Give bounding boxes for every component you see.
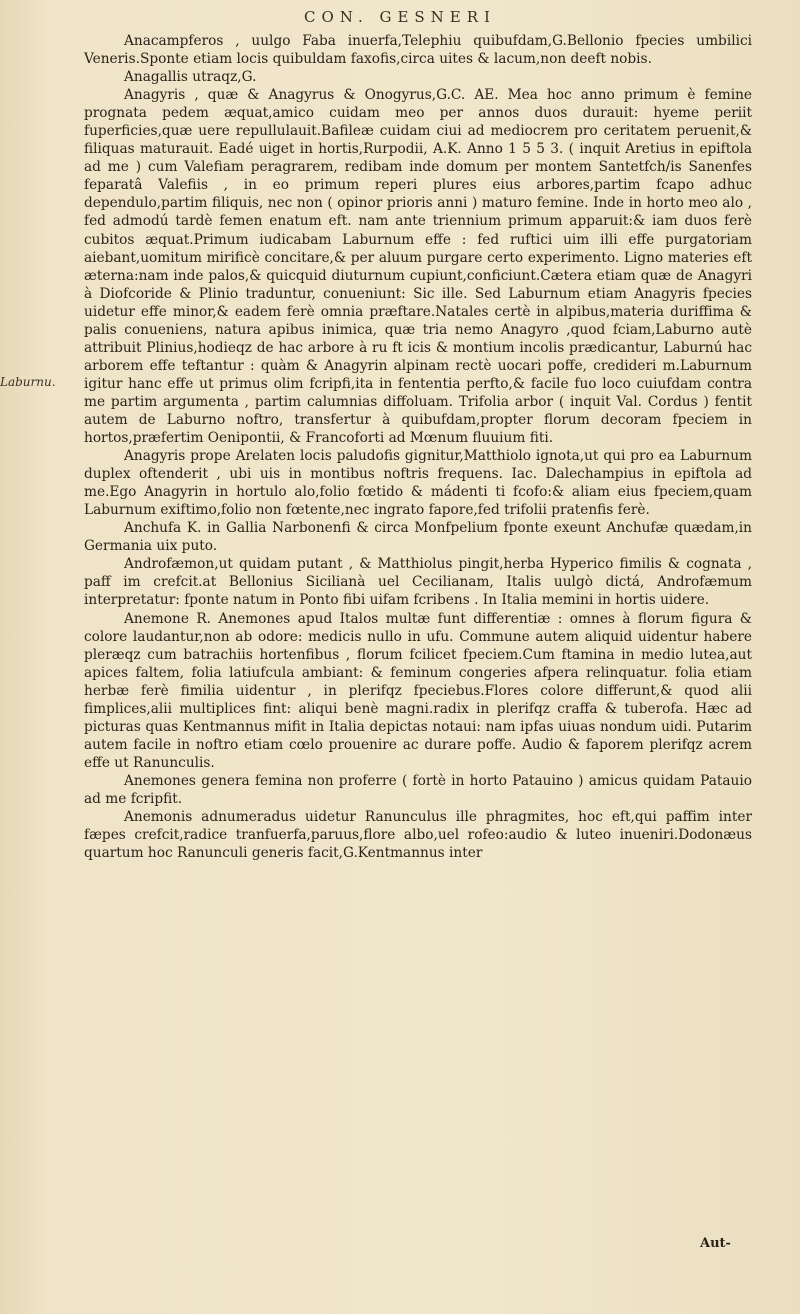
margin-note: Laburnu. [0, 375, 56, 389]
paragraph-anacampferos: Anacampferos , uulgo Faba inuerfa,Telephiu quibufdam,G.Bellonio fpecies umbilici Veneris.Sponte etiam locis quibuldam faxofis,circa uites & lacum,non deeft nobis. [84, 33, 752, 68]
paragraph-anchusa: Anchufa K. in Gallia Narbonenfi & circa Monfpelium fponte exeunt Anchufæ quædam,in Germania uix puto. [84, 520, 752, 555]
paragraph-anemones-genera: Anemones genera femina non proferre ( fortè in horto Patauino ) amicus quidam Patauio ad me fcripfit. [84, 772, 752, 807]
paragraph-anagyris: Anagyris , quæ & Anagyrus & Onogyrus,G.C. AE. Mea hoc anno primum è femine prognata pedem æquat,amico cuidam meo per annos duos durauit: hyeme periit fuperficies,quæ uere repullulauit.Bafileæ cuidam ciui ad mediocrem pro ceritatem peruenit,& filiquas maturauit. Eadé uiget in hortis,Rurpodii, A.K. Anno 1 5 5 3. ( inquit Aretius in epiftola ad me ) cum Valefiam peragrarem, redibam inde domum per montem Santetfch/is Sanenfes feparatâ Valefiis , in eo primum reperi plures eius arbores,partim fcapo adhuc dependulo,partim filiquis, nec non ( opinor prioris anni ) maturo femine. Inde in horto meo alo , fed admodú tardè femen enatum eft. nam ante triennium primum apparuit:& iam duos ferè cubitos æquat.Primum iudicabam Laburnum effe : fed ruftici uim illi effe purgatoriam aiebant,uomitum mirificè concitare,& per aluum purgare certo experimento. Ligno materies eft æterna:nam inde palos,& quicquid diuturnum cupiunt,conficiunt.Cætera etiam quæ de Anagyri à Diofcoride & Plinio traduntur, conueniunt: Sic ille. Sed Laburnum etiam Anagyris fpecies uidetur effe minor,& eadem ferè omnia præftare.Natales certè in alpibus,materia duriffima & palis conueniens, natura apibus inimica, quæ tria nemo Anagyro ,quod fciam,Laburno autè attribuit Plinius,hodieqz de hac arbore à ru ft icis & montium incolis prædicantur, Laburnú hac arborem effe teftantur : quàm & Anagyrin alpinam rectè uocari poffe, credideri m.Laburnum igitur hanc effe ut primus olim fcripfi,ita in fententia perfto,& facile fuo loco cuiufdam contra me partim argumenta , partim calumnias diffoluam. Trifolia arbor ( inquit Val. Cordus ) fentit autem de Laburno noftro, transfertur à quibufdam,propter florum decoram fpeciem in hortos,præfertim Oenipontii, & Francoforti ad Mœnum fluuium fiti. [84, 87, 752, 447]
paragraph-anemonis: Anemonis adnumeradus uidetur Ranunculus ille phragmites, hoc eft,qui paffim inter fæpes crefcit,radice tranfuerfa,paruus,flore albo,uel rofeo:audio & luteo inueniri.Dodonæus quartum hoc Ranunculi generis facit,G.Kentmannus inter [84, 809, 752, 862]
running-header: CON. GESNERI [304, 8, 496, 26]
paragraph-anemone: Anemone R. Anemones apud Italos multæ funt differentiæ : omnes à florum figura & colore laudantur,non ab odore: medicis nullo in ufu. Commune autem aliquid uidentur habere pleræqz cum batrachiis hortenfibus , florum fcilicet fpeciem.Cum ftamina in medio lutea,aut apices faltem, folia latiufcula ambiant: & feminum congeries afpera relinquatur. folia etiam herbæ ferè fimilia uidentur , in plerifqz fpeciebus.Flores colore differunt,& quod alii fimplices,alii multiplices fint: aliqui benè magni.radix in plerifqz craffa & tuberofa. Hæc ad picturas quas Kentmannus mifit in Italia depictas notaui: nam ipfas uiuas nondum uidi. Putarim autem facile in noftro etiam cœlo prouenire ac durare poffe. Audio & faporem plerifqz acrem effe ut Ranunculis. [84, 610, 752, 771]
paragraph-anagallis: Anagallis utraqz,G. [124, 69, 257, 86]
paragraph-anagyris-arelaten: Anagyris prope Arelaten locis paludofis gignitur,Matthiolo ignota,ut qui pro ea Laburnum duplex oftenderit , ubi uis in montibus noftris frequens. Iac. Dalechampius in epiftola ad me.Ego Anagyrin in hortulo alo,folio fœtido & mádenti ti fcofo:& aliam eius fpeciem,quam Laburnum exiftimo,folio non fœtente,nec ingrato fapore,fed trifolii pratenfis ferè. [84, 448, 752, 519]
body-text [84, 32, 752, 862]
paragraph-androsaemon: Androfæmon,ut quidam putant , & Matthiolus pingit,herba Hyperico fimilis & cognata , paff im crefcit.at Bellonius Sicilianà uel Cecilianam, Italis uulgò dictá, Androfæmum interpretatur: fponte natum in Ponto fibi uifam fcribens . In Italia memini in hortis uidere. [84, 556, 752, 609]
catchword: Aut- [700, 1236, 731, 1251]
